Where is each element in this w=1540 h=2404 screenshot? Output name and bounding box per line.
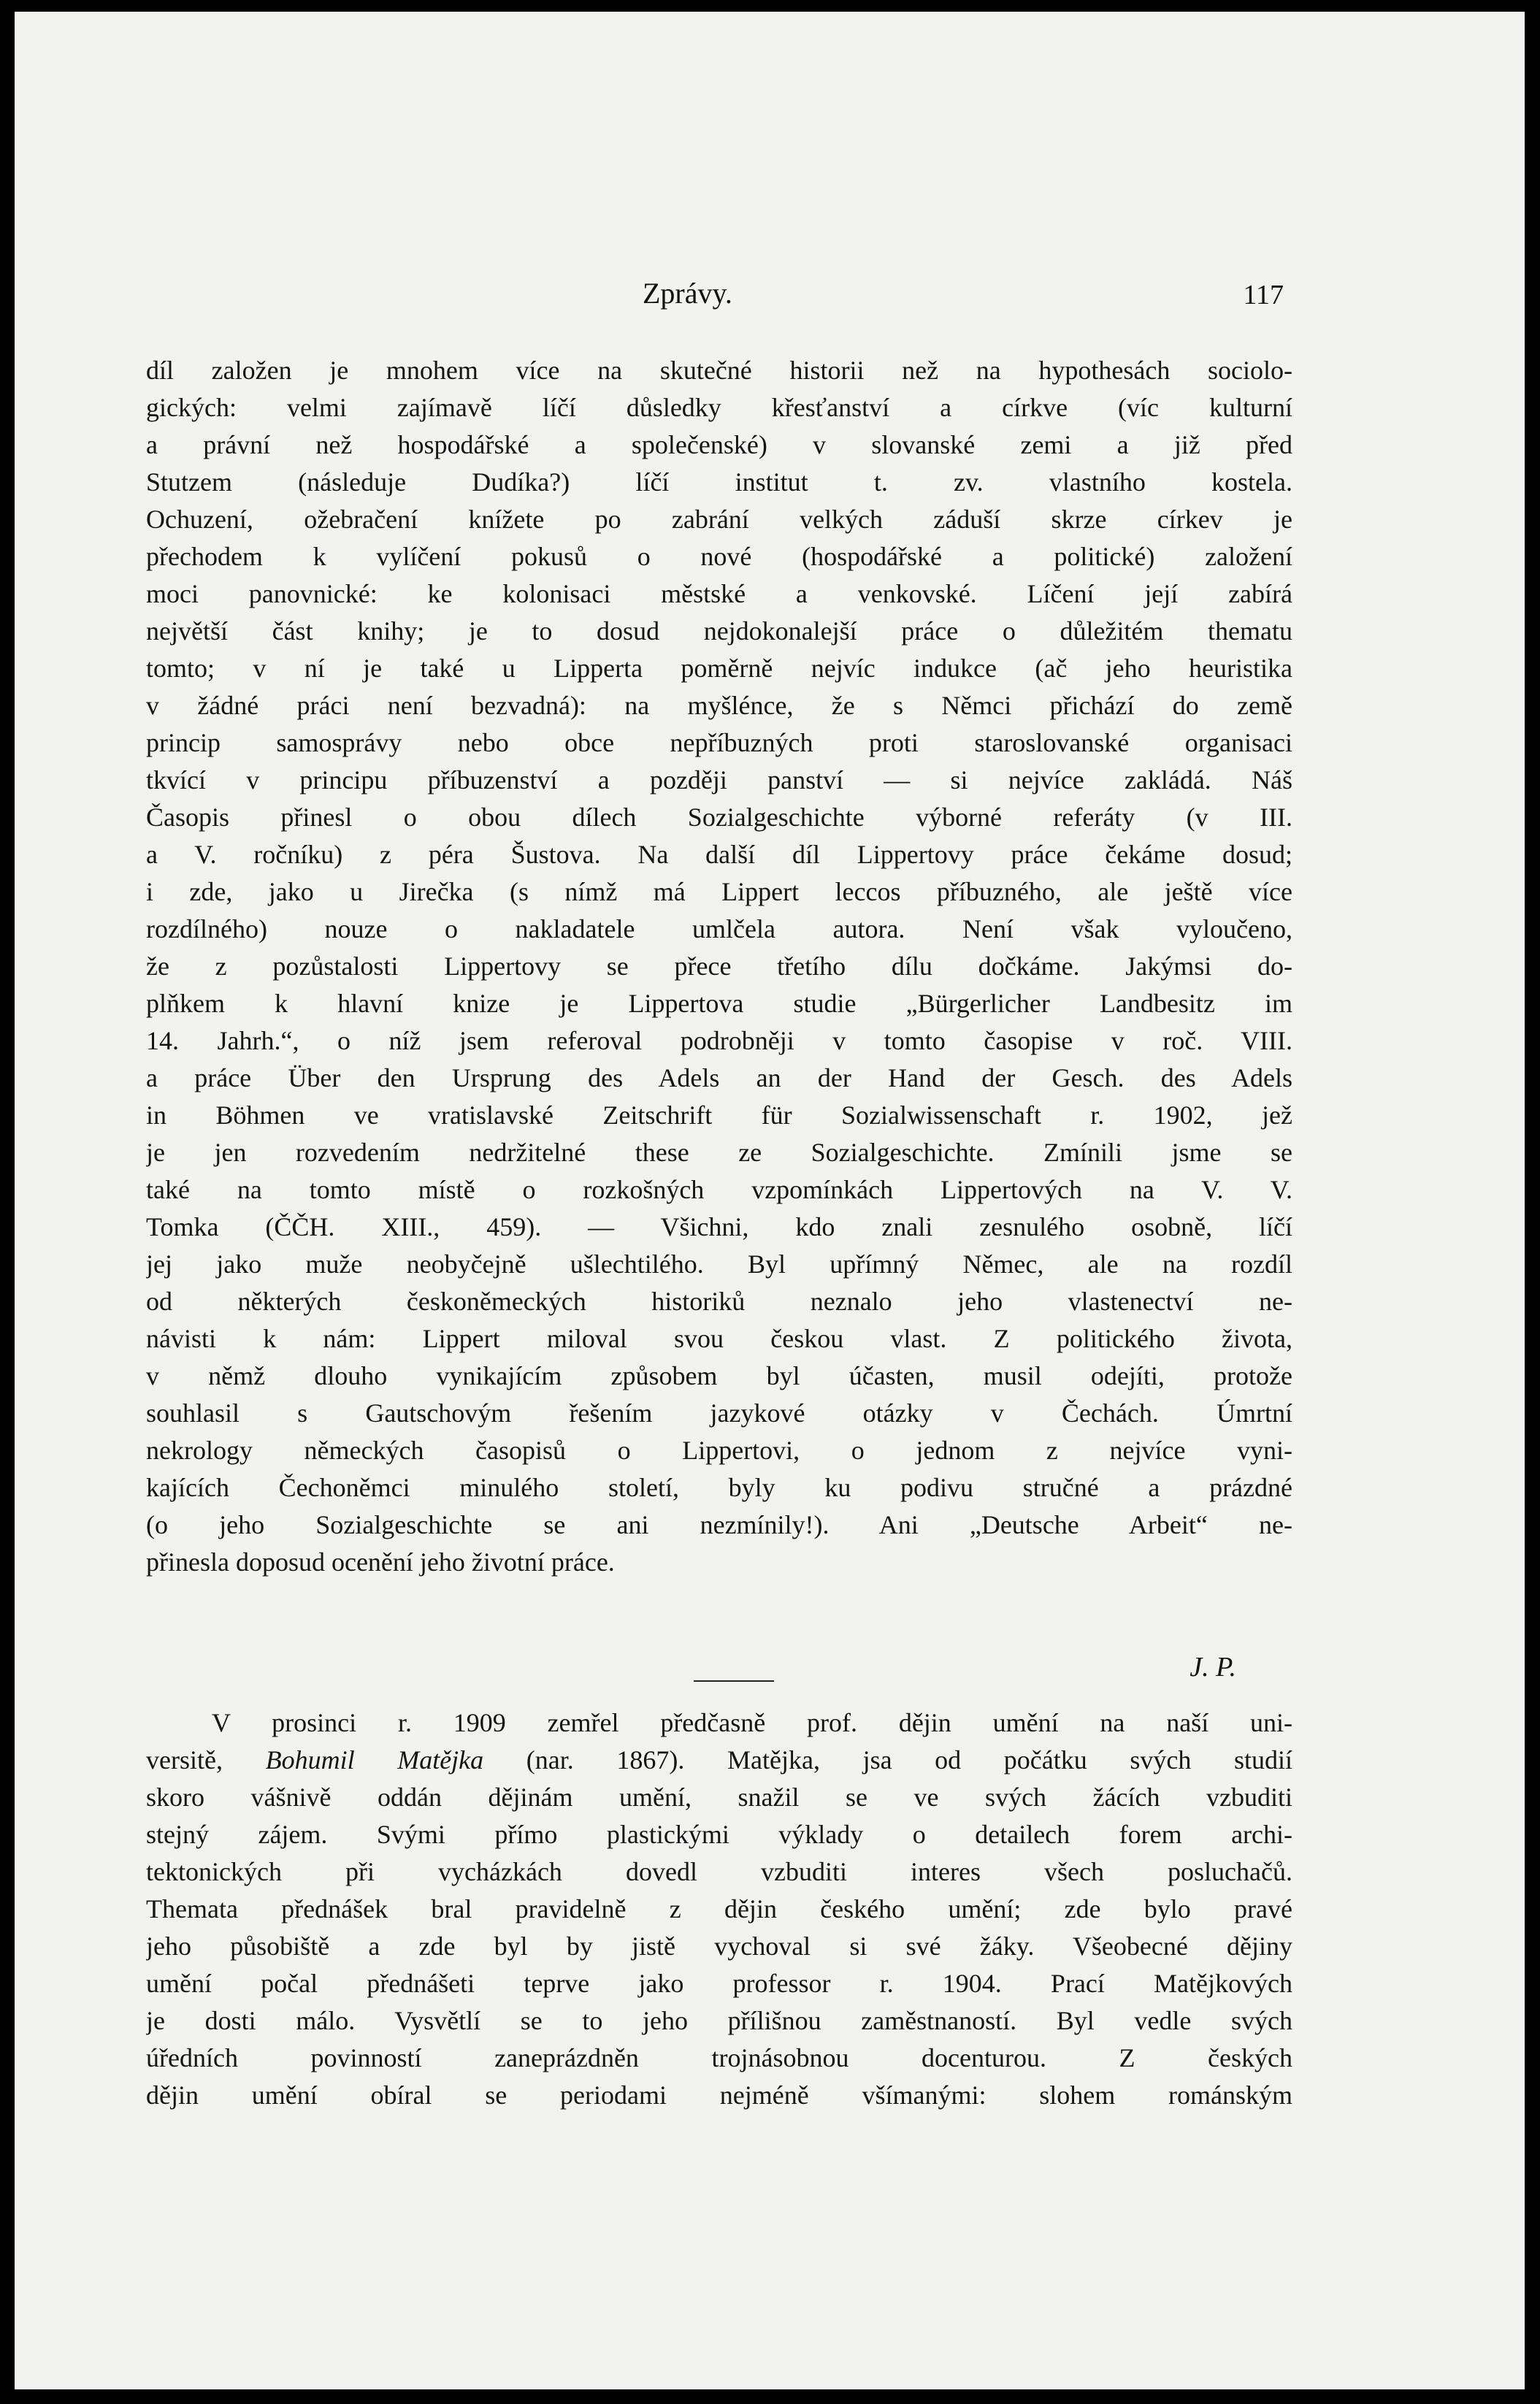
text-line: přinesla doposud ocenění jeho životní práce.: [146, 1547, 615, 1577]
author-signature: J. P.: [1190, 1652, 1236, 1683]
text-line: a právní než hospodářské a společenské) v slovanské zemi a již před: [146, 430, 1292, 459]
text-line: je jen rozvedením nedržitelné these ze Sozialgeschichte. Zmínili jsme se: [146, 1138, 1292, 1167]
text-line: skoro vášnivě oddán dějinám umění, snažil se ve svých žácích vzbuditi: [146, 1783, 1292, 1812]
text-line: Tomka (ČČH. XIII., 459). — Všichni, kdo znali zesnulého osobně, líčí: [146, 1212, 1292, 1241]
section-lippert-obituary: [146, 352, 1292, 1581]
text-line: rozdílného) nouze o nakladatele umlčela autora. Není však vyloučeno,: [146, 914, 1292, 943]
text-line: tektonických při vycházkách dovedl vzbuditi interes všech posluchačů.: [146, 1857, 1292, 1886]
text-line: díl založen je mnohem více na skutečné historii než na hypothesách sociolo-: [146, 356, 1292, 385]
running-title: Zprávy.: [643, 277, 732, 310]
text-line: umění počal přednášeti teprve jako professor r. 1904. Prací Matějkových: [146, 1969, 1292, 1998]
text-line: moci panovnické: ke kolonisaci městské a venkovské. Líčení její zabírá: [146, 579, 1292, 608]
text-line: dějin umění obíral se periodami nejméně všímanými: slohem románským: [146, 2080, 1292, 2110]
text-line: také na tomto místě o rozkošných vzpomínkách Lippertových na V. V.: [146, 1175, 1292, 1204]
text-line: kajících Čechoněmci minulého století, byly ku podivu stručné a prázdné: [146, 1473, 1292, 1502]
text-line: gických: velmi zajímavě líčí důsledky křesťanství a církve (víc kulturní: [146, 393, 1292, 422]
text-line: je dosti málo. Vysvětlí se to jeho přílišnou zaměstnaností. Byl vedle svých: [146, 2006, 1292, 2035]
text-line: největší část knihy; je to dosud nejdokonalejší práce o důležitém thematu: [146, 616, 1292, 646]
text-line: jeho působiště a zde byl by jistě vychoval si své žáky. Všeobecné dějiny: [146, 1932, 1292, 1961]
text-line: (o jeho Sozialgeschichte se ani nezmínily!). Ani „Deutsche Arbeit“ ne-: [146, 1510, 1292, 1539]
text-line: Stutzem (následuje Dudíka?) líčí institut t. zv. vlastního kostela.: [146, 467, 1292, 497]
text-line: princip samosprávy nebo obce nepříbuzných proti staroslovanské organisaci: [146, 728, 1292, 757]
text-line: návisti k nám: Lippert miloval svou českou vlast. Z politického života,: [146, 1324, 1292, 1353]
text-line: tkvící v principu příbuzenství a později panství — si nejvíce zakládá. Náš: [146, 765, 1292, 795]
text-fragment: versitě,: [146, 1745, 266, 1775]
text-line: přechodem k vylíčení pokusů o nové (hospodářské a politické) založení: [146, 542, 1292, 571]
text-line: jej jako muže neobyčejně ušlechtilého. Byl upřímný Němec, ale na rozdíl: [146, 1249, 1292, 1279]
text-line: Themata přednášek bral pravidelně z dějin českého umění; zde bylo pravé: [146, 1894, 1292, 1923]
text-line: souhlasil s Gautschovým řešením jazykové otázky v Čechách. Úmrtní: [146, 1398, 1292, 1428]
page-header: [15, 276, 1525, 317]
text-line: V prosinci r. 1909 zemřel předčasně prof. dějin umění na naší uni-: [212, 1708, 1292, 1737]
section-divider: [694, 1680, 774, 1682]
text-line: Ochuzení, ožebračení knížete po zabrání velkých záduší skrze církev je: [146, 505, 1292, 534]
text-line: Časopis přinesl o obou dílech Sozialgeschichte výborné referáty (v III.: [146, 803, 1292, 832]
text-line: i zde, jako u Jirečka (s nímž má Lippert leccos příbuzného, ale ještě více: [146, 877, 1292, 906]
text-line: a V. ročníku) z péra Šustova. Na další díl Lippertovy práce čekáme dosud;: [146, 840, 1292, 869]
text-line: od některých českoněmeckých historiků neznalo jeho vlastenectví ne-: [146, 1287, 1292, 1316]
text-line: v žádné práci není bezvadná): na myšlénce, že s Němci přichází do země: [146, 691, 1292, 720]
document-page: [15, 12, 1525, 2389]
person-name: Bohumil Matějka: [265, 1745, 484, 1775]
text-line: [146, 1742, 1292, 1779]
text-line: in Böhmen ve vratislavské Zeitschrift für Sozialwissenschaft r. 1902, jež: [146, 1100, 1292, 1130]
text-line: v němž dlouho vynikajícím způsobem byl účasten, musil odejíti, protože: [146, 1361, 1292, 1390]
text-line: úředních povinností zaneprázdněn trojnásobnou docenturou. Z českých: [146, 2043, 1292, 2072]
page-number: 117: [1243, 280, 1284, 310]
text-line: stejný zájem. Svými přímo plastickými výklady o detailech forem archi-: [146, 1820, 1292, 1849]
text-line: tomto; v ní je také u Lipperta poměrně nejvíc indukce (ač jeho heuristika: [146, 654, 1292, 683]
text-line: nekrology německých časopisů o Lippertovi, o jednom z nejvíce vyni-: [146, 1436, 1292, 1465]
text-line: 14. Jahrh.“, o níž jsem referoval podrobněji v tomto časopise v roč. VIII.: [146, 1026, 1292, 1055]
text-line: a práce Über den Ursprung des Adels an der Hand der Gesch. des Adels: [146, 1063, 1292, 1092]
section-matejka-obituary: [146, 1704, 1292, 2114]
text-line: že z pozůstalosti Lippertovy se přece třetího dílu dočkáme. Jakýmsi do-: [146, 952, 1292, 981]
text-fragment: (nar. 1867). Matějka, jsa od počátku svých studií: [483, 1745, 1292, 1775]
text-line: plňkem k hlavní knize je Lippertova studie „Bürgerlicher Landbesitz im: [146, 989, 1292, 1018]
